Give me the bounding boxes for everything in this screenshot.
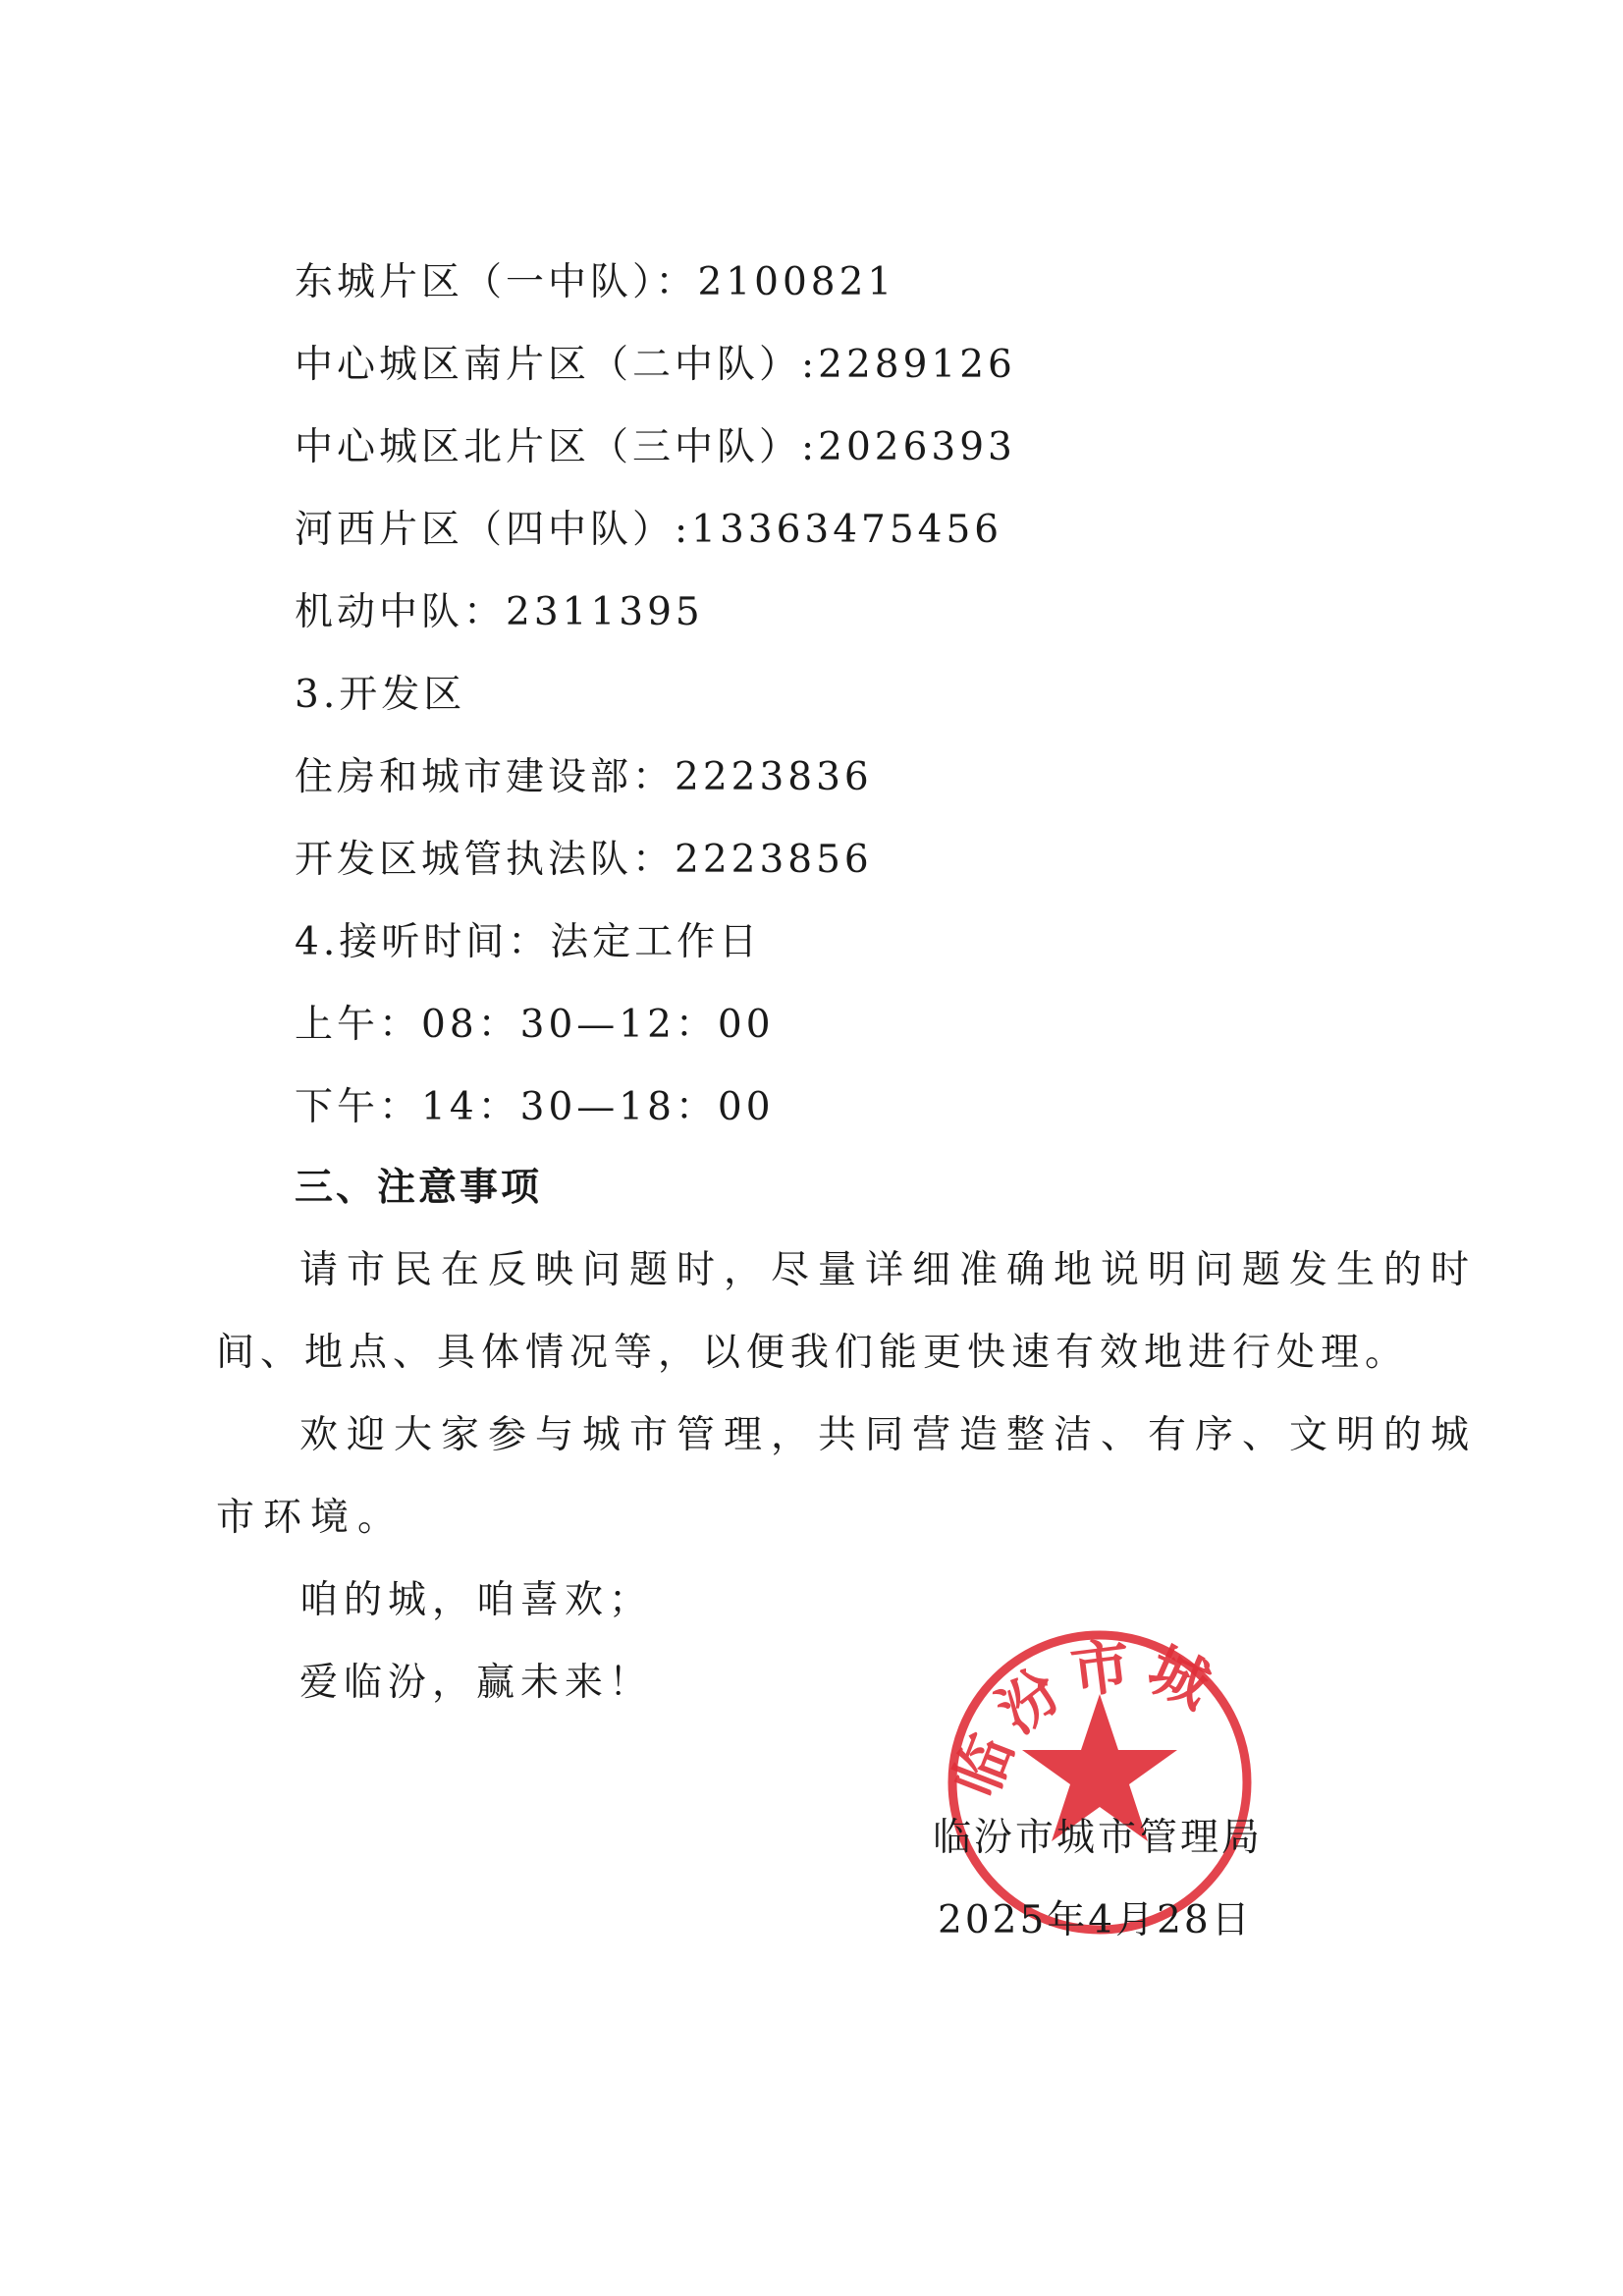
dev-zone-heading: 3.开发区 xyxy=(295,673,466,717)
hours-heading: 4.接听时间：法定工作日 xyxy=(295,920,762,964)
official-seal xyxy=(928,1566,1252,1940)
notice-para2-line2: 市环境。 xyxy=(216,1496,406,1540)
hotline-dongcheng: 东城片区（一中队）：2100821 xyxy=(295,260,896,304)
hotline-hexi: 河西片区（四中队）:13363475456 xyxy=(295,508,1003,552)
hotline-central-north: 中心城区北片区（三中队）:2026393 xyxy=(295,425,1016,469)
slogan-line2: 爱临汾，赢未来！ xyxy=(299,1661,654,1705)
hours-morning: 上午：08：30—12：00 xyxy=(295,1003,775,1047)
dev-zone-housing: 住房和城市建设部：2223836 xyxy=(295,755,873,799)
notice-para1-line1: 请市民在反映问题时，尽量详细准确地说明问题发生的时 xyxy=(299,1248,1479,1292)
hotline-mobile: 机动中队：2311395 xyxy=(295,590,704,634)
notice-para2-line1: 欢迎大家参与城市管理，共同营造整洁、有序、文明的城 xyxy=(299,1413,1479,1457)
hotline-central-south: 中心城区南片区（二中队）:2289126 xyxy=(295,343,1016,387)
signature-date: 2025年4月28日 xyxy=(938,1898,1253,1942)
hours-afternoon: 下午：14：30—18：00 xyxy=(295,1085,775,1129)
dev-zone-enforcement: 开发区城管执法队：2223856 xyxy=(295,838,873,882)
notice-para1-line2: 间、地点、具体情况等，以便我们能更快速有效地进行处理。 xyxy=(216,1331,1410,1375)
seal-svg xyxy=(928,1566,1252,1940)
notice-heading: 三、注意事项 xyxy=(295,1166,543,1210)
slogan-line1: 咱的城，咱喜欢； xyxy=(299,1578,654,1622)
seal-arc-text: 临汾市城 xyxy=(942,1630,1229,1807)
signature-org: 临汾市城市管理局 xyxy=(933,1816,1264,1860)
